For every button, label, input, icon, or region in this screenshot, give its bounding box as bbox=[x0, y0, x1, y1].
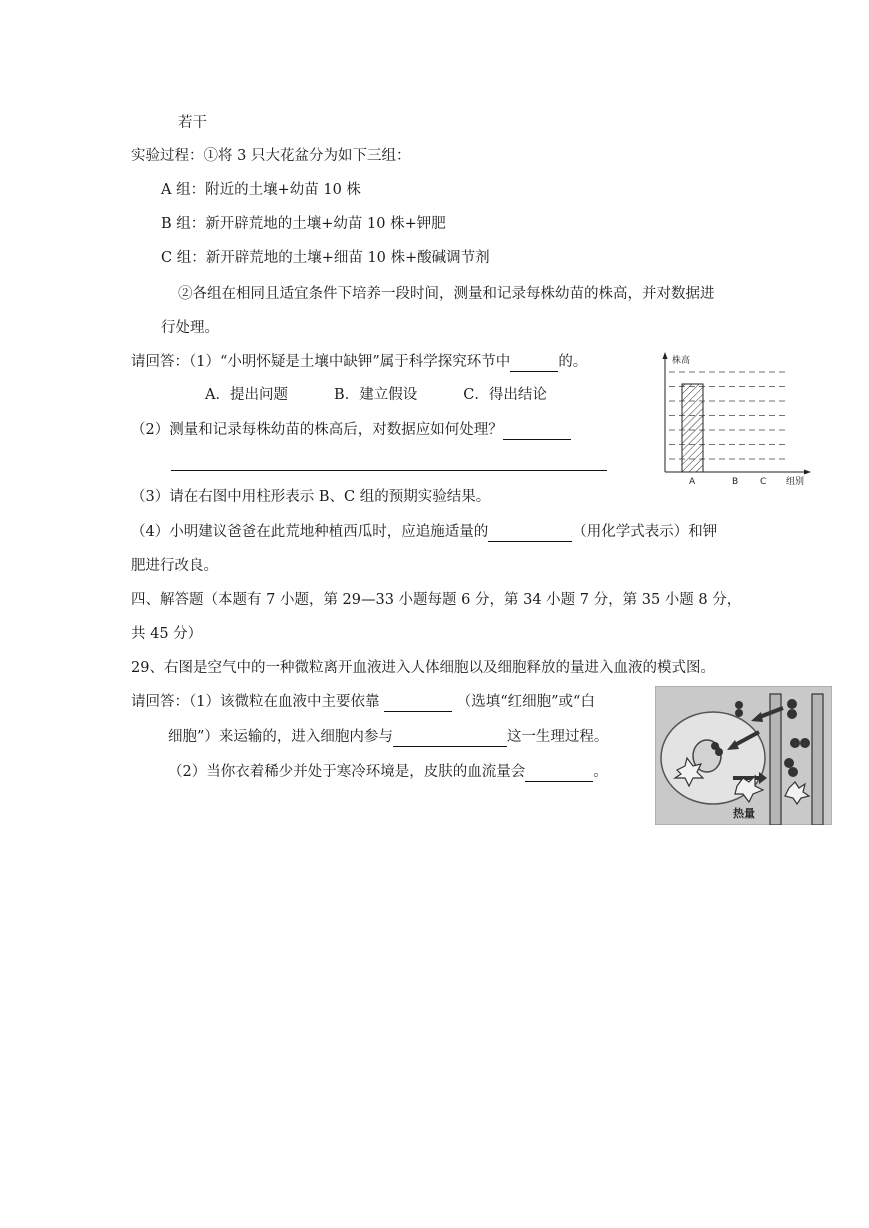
y-axis-label: 株高 bbox=[672, 356, 691, 366]
step-2: ②各组在相同且适宜条件下培养一段时间，测量和记录每株幼苗的株高，并对数据进 bbox=[178, 286, 715, 302]
question-29-1-cont: 细胞”）来运输的，进入细胞内参与 这一生理过程。 bbox=[168, 729, 609, 745]
x-axis-label: 组别 bbox=[786, 477, 805, 487]
red-blood-cell bbox=[787, 699, 797, 709]
red-blood-cell bbox=[788, 767, 798, 777]
capillary-wall-right bbox=[812, 694, 823, 825]
section-4-heading: 四、解答题（本题有 7 小题，第 29—33 小题每题 6 分，第 34 小题 7 分，第 35 小题 8 分， bbox=[131, 592, 742, 608]
section-4-heading-cont: 共 45 分） bbox=[131, 626, 203, 642]
question-4-cont: 肥进行改良。 bbox=[131, 558, 218, 574]
category-label: A bbox=[689, 477, 696, 487]
answer-blank-29-3[interactable] bbox=[525, 765, 593, 782]
step-2-cont: 行处理。 bbox=[161, 320, 219, 336]
line-ruogan: 若干 bbox=[178, 115, 207, 131]
answer-line-2[interactable] bbox=[171, 470, 607, 471]
x-axis-arrow bbox=[804, 470, 811, 475]
bar-a bbox=[682, 384, 703, 472]
answer-blank-29-1[interactable] bbox=[384, 695, 452, 712]
group-c: C 组：新开辟荒地的土壤+细苗 10 株+酸碱调节剂 bbox=[161, 250, 490, 266]
particle bbox=[735, 709, 743, 717]
particle bbox=[735, 701, 743, 709]
red-blood-cell bbox=[790, 738, 800, 748]
plant-height-chart bbox=[655, 350, 815, 490]
group-a: A 组：附近的土壤+幼苗 10 株 bbox=[161, 182, 361, 198]
question-1-options: A．提出问题 B．建立假设 C．得出结论 bbox=[205, 387, 547, 403]
question-29-2: （2）当你衣着稀少并处于寒冷环境是，皮肤的血流量会 。 bbox=[168, 764, 608, 780]
answer-blank-2[interactable] bbox=[503, 423, 571, 440]
particle bbox=[715, 748, 723, 756]
answer-blank-1[interactable] bbox=[510, 355, 558, 372]
question-4: （4）小明建议爸爸在此荒地种植西瓜时，应追施适量的 （用化学式表示）和钾 bbox=[131, 524, 718, 540]
question-29-1: 请回答：（1）该微粒在血液中主要依靠 （选填“红细胞”或“白 bbox=[131, 694, 595, 710]
group-b: B 组：新开辟荒地的土壤+幼苗 10 株+钾肥 bbox=[161, 216, 446, 232]
y-axis-arrow bbox=[663, 352, 668, 359]
category-label: B bbox=[732, 477, 739, 487]
experiment-process: 实验过程：①将 3 只大花盆分为如下三组： bbox=[131, 148, 411, 164]
red-blood-cell bbox=[800, 738, 810, 748]
question-1: 请回答：（1）“小明怀疑是土壤中缺钾”属于科学探究环节中 的。 bbox=[131, 354, 588, 370]
heat-label: 热量 bbox=[733, 807, 755, 820]
question-2: （2）测量和记录每株幼苗的株高后，对数据应如何处理？ bbox=[131, 420, 571, 440]
red-blood-cell bbox=[784, 758, 794, 768]
category-label: C bbox=[760, 477, 767, 487]
blood-cell-figure bbox=[655, 686, 832, 825]
question-3: （3）请在右图中用柱形表示 B、C 组的预期实验结果。 bbox=[131, 489, 491, 505]
red-blood-cell bbox=[787, 709, 797, 719]
answer-blank-29-2[interactable] bbox=[393, 730, 507, 747]
answer-blank-4[interactable] bbox=[488, 525, 572, 542]
question-29: 29、右图是空气中的一种微粒离开血液进入人体细胞以及细胞释放的量进入血液的模式图。 bbox=[131, 660, 715, 676]
